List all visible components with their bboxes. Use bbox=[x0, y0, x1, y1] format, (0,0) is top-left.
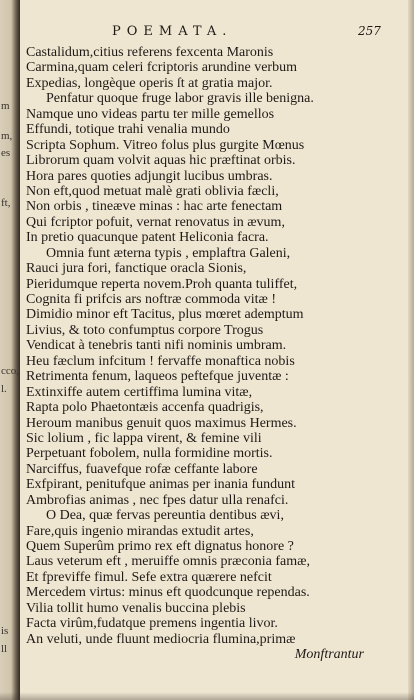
page-header bbox=[26, 24, 410, 44]
verse-line: Scripta Sophum. Vitreo folus plus gurgite Mœnus bbox=[26, 137, 305, 153]
verse-line: Rauci jura fori, fanctique oracla Sionis, bbox=[26, 261, 247, 277]
verse-line: Facta virûm,fudatque premens ingentia livor. bbox=[26, 616, 278, 632]
facing-fragment: cco, bbox=[1, 365, 20, 377]
verse-line: Quem Superûm primo rex eft dignatus honore ? bbox=[26, 539, 294, 554]
verse-line: Namque uno videas partu ter mille gemellos bbox=[26, 106, 275, 122]
verse-line: Dimidio minor eft Tacitus, plus mœret ademptum bbox=[26, 307, 304, 323]
facing-page-margin bbox=[0, 0, 18, 700]
text-block bbox=[26, 24, 410, 663]
facing-fragment: l. bbox=[1, 383, 7, 395]
verse-line: Narciffus, fuavefque rofæ ceffante labore bbox=[26, 461, 258, 477]
facing-fragment: ft, bbox=[1, 197, 11, 209]
verse-line: Pieridumque reperta novem.Proh quanta tuliffet, bbox=[26, 276, 298, 292]
verse-line: Retrimenta fenum, laqueos peftefque juventæ : bbox=[26, 369, 289, 385]
verse-line: An veluti, unde fluunt mediocria flumina,primæ bbox=[26, 631, 296, 647]
verse-line: Mercedem virtus: minus eft quodcunque rependas. bbox=[26, 585, 310, 601]
verse-line: Vilia tollit humo venalis buccina plebis bbox=[26, 600, 246, 616]
verse-line: Exfpirant, penitufque animas per inania fundunt bbox=[26, 477, 296, 493]
verse-line: Penfatur quoque fruge labor gravis ille benigna. bbox=[46, 91, 314, 107]
page-number: 257 bbox=[358, 24, 381, 38]
verse-line: Rapta polo Phaetontæis accenfa quadrigis, bbox=[26, 400, 264, 416]
verse-line: Carmina,quam celeri fcriptoris arundine verbum bbox=[26, 60, 297, 76]
verse-line: Heroum manibus genuit quos maximus Hermes. bbox=[26, 415, 297, 431]
verse-line: Ambrofias animas , nec fpes datur ulla renafci. bbox=[26, 492, 289, 508]
verse-line: Expedias, longèque operis ſt at gratia major. bbox=[26, 75, 273, 91]
verse-line: Laus veterum eft , meruiffe omnis præconia famæ, bbox=[26, 554, 310, 570]
verse-line: Perpetuant fobolem, nulla formidine mortis. bbox=[26, 446, 273, 462]
verse-line: Vendicat à tenebris tanti nifi nominis umbram. bbox=[26, 338, 287, 354]
poem-body bbox=[26, 45, 410, 647]
verse-line: Et fpreviffe fimul. Sefe extra quærere nefcit bbox=[26, 569, 272, 585]
catchword: Monftrantur bbox=[294, 647, 364, 663]
verse-line: Qui fcriptor pofuit, vernat renovatus in ævum, bbox=[26, 214, 285, 230]
verse-line: Omnia funt æterna typis , emplaftra Galeni, bbox=[46, 245, 291, 261]
verse-line: Hora pares quoties adjungit lucibus umbras. bbox=[26, 168, 273, 184]
running-title: POEMATA. bbox=[112, 24, 233, 39]
verse-line: Librorum quam volvit aquas hic præftinat orbis. bbox=[26, 153, 296, 169]
verse-line: In pretio quacunque patent Heliconia facra. bbox=[26, 230, 269, 246]
facing-fragment: ll bbox=[1, 643, 8, 655]
verse-line: Non orbis , tineæve minas : hac arte fenectam bbox=[26, 199, 283, 215]
facing-fragment: m bbox=[1, 100, 10, 112]
facing-fragment: is bbox=[1, 625, 9, 637]
verse-line: Effundi, totique trahi venalia mundo bbox=[26, 122, 230, 138]
facing-fragment: es bbox=[1, 147, 11, 159]
verse-line: Non eft,quod metuat malè grati oblivia fæcli, bbox=[26, 183, 279, 199]
verse-line: Cognita fi prifcis ars noftræ commoda vitæ ! bbox=[26, 292, 277, 307]
verse-line: Castalidum,citius referens fexcenta Maronis bbox=[26, 45, 274, 60]
facing-fragment: m, bbox=[1, 130, 13, 142]
page-bottom-shadow bbox=[0, 692, 414, 700]
verse-line: Sic lolium , fic lappa virent, & femine vili bbox=[26, 430, 262, 446]
verse-line: Livius, & toto confumptus corpore Trogus bbox=[26, 322, 264, 338]
verse-line: O Dea, quæ fervas pereuntia dentibus ævi, bbox=[46, 508, 284, 524]
verse-line: Heu fæclum infcitum ! fervaffe monaftica nobis bbox=[26, 353, 295, 369]
verse-line: Fare,quis ingenio mirandas extudit artes, bbox=[26, 523, 254, 539]
verse-line: Extinxiffe autem certiffima lumina vitæ, bbox=[26, 384, 253, 400]
